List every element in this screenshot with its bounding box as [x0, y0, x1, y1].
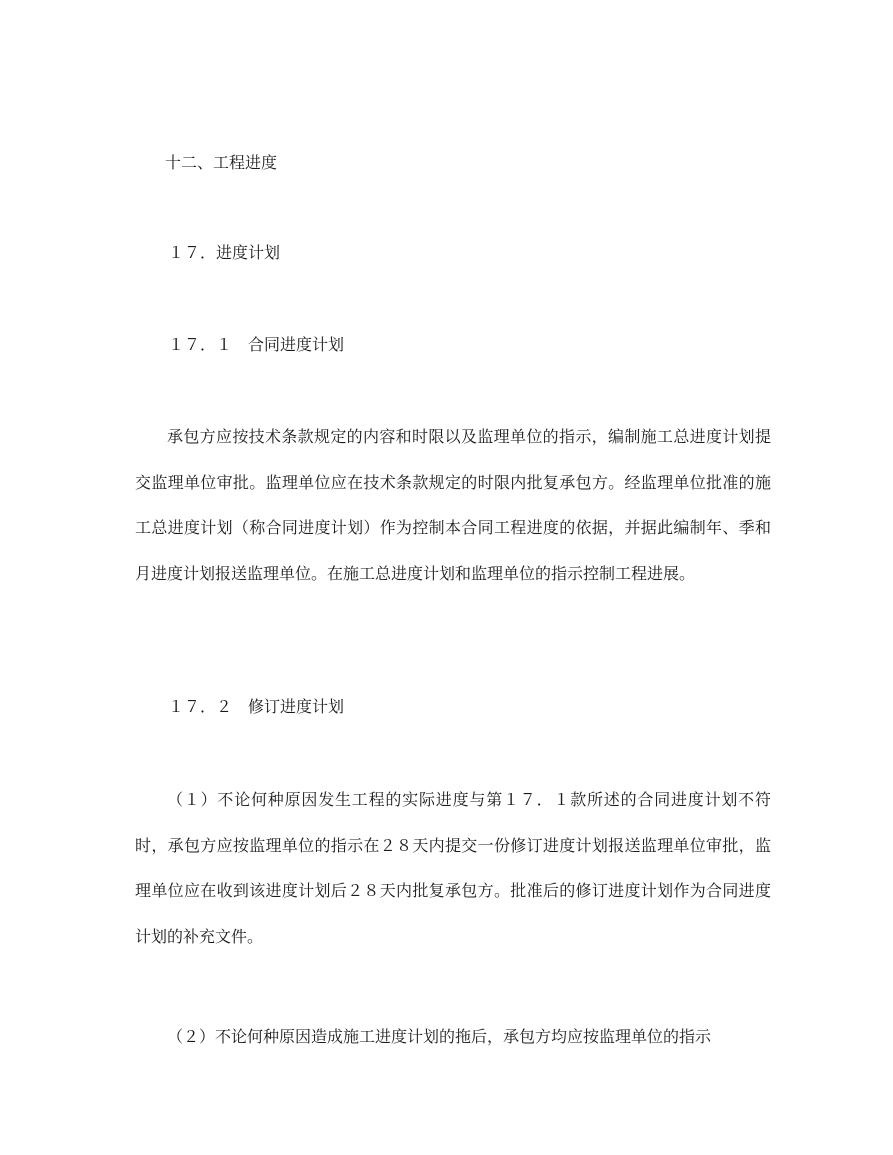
- clause-17-2-item-2: （２）不论何种原因造成施工进度计划的拖后，承包方均应按监理单位的指示: [167, 1027, 712, 1046]
- clause-heading-17-1: １７．１ 合同进度计划: [168, 335, 345, 354]
- chapter-heading: 十二、工程进度: [165, 153, 278, 172]
- clause-heading-17-2: １７．２ 修订进度计划: [168, 697, 345, 716]
- clause-17-2-item-1: （１）不论何种原因发生工程的实际进度与第１７．１款所述的合同进度计划不符时，承包方应按监理单位的指示在２８天内提交一份修订进度计划报送监理单位审批，监理单位应在收到该进度计划后２８天内批复承包方。批准后的修订进度计划作为合同进度计划的补充文件。: [135, 790, 771, 946]
- clause-17-1-body: 承包方应按技术条款规定的内容和时限以及监理单位的指示，编制施工总进度计划提交监理单位审批。监理单位应在技术条款规定的时限内批复承包方。经监理单位批准的施工总进度计划（称合同进度计划）作为控制本合同工程进度的依据，并据此编制年、季和月进度计划报送监理单位。在施工总进度计划和监理单位的指示控制工程进展。: [135, 427, 771, 583]
- section-heading: １７．进度计划: [168, 243, 281, 262]
